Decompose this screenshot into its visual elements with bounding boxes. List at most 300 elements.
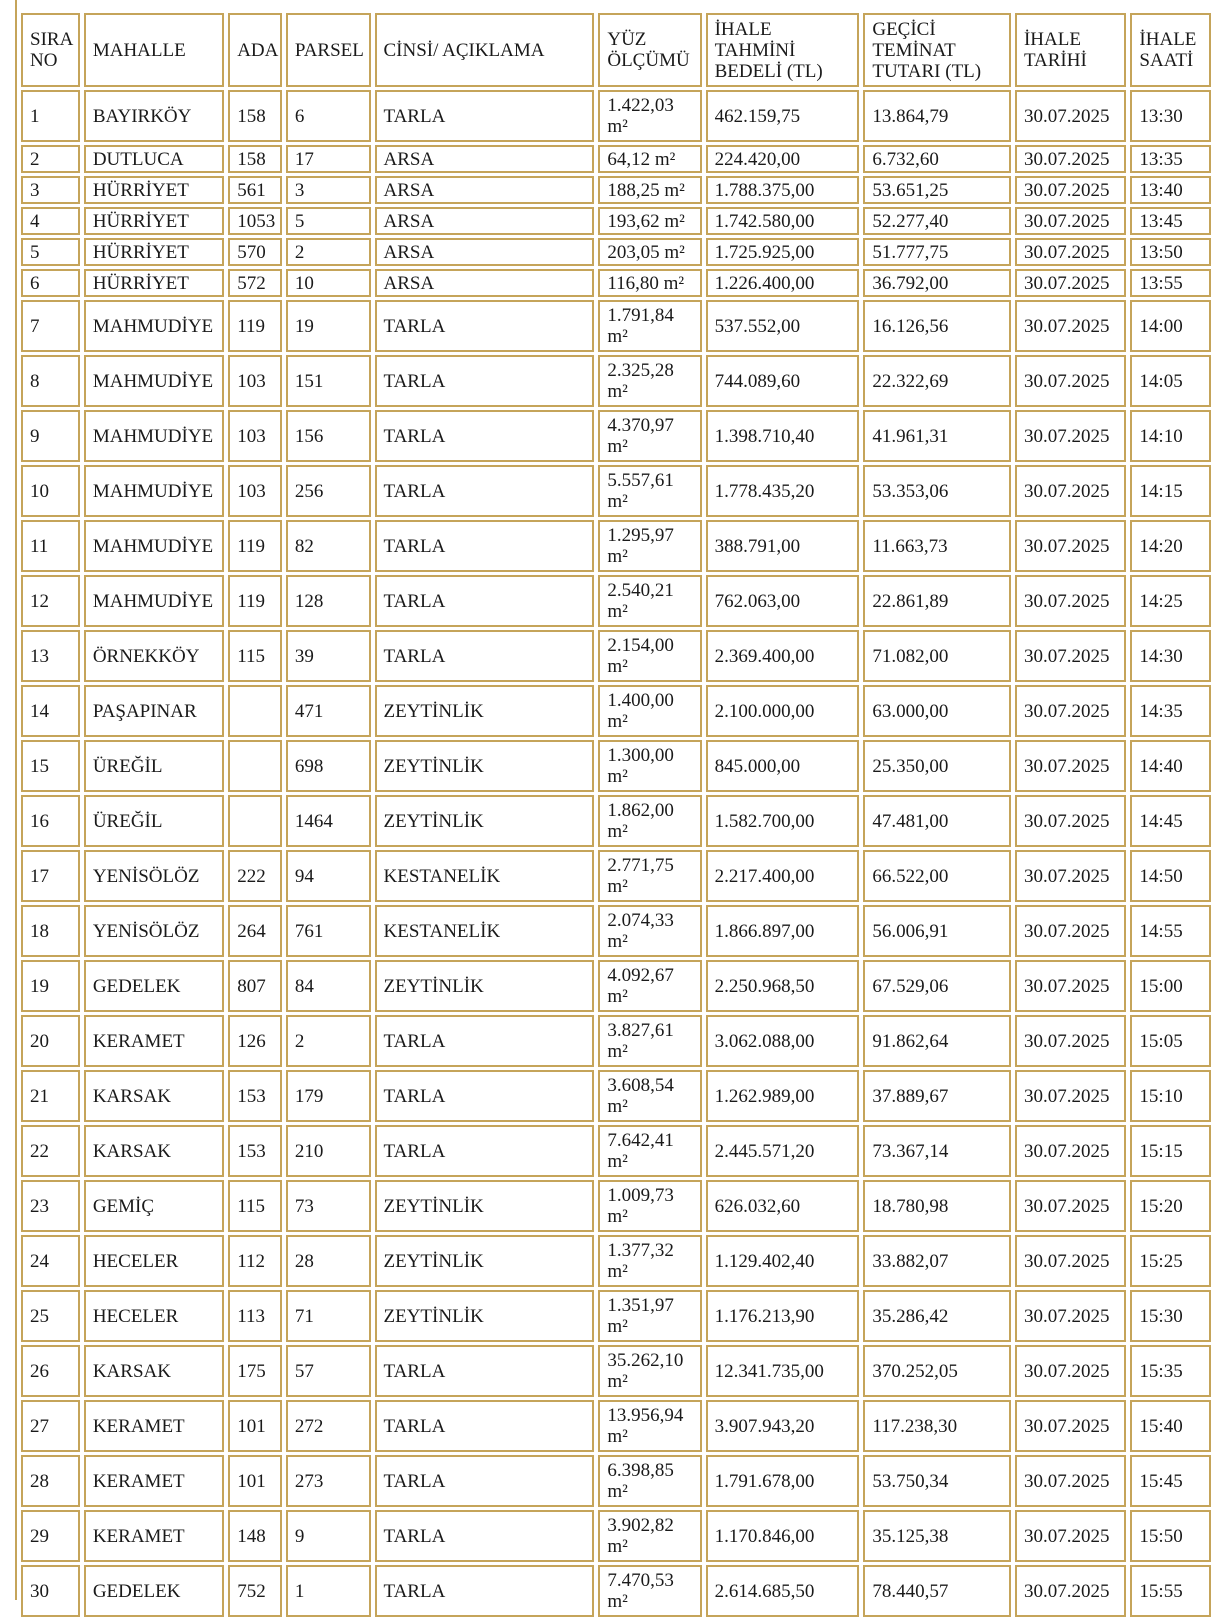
cell-parsel: 94 [286,850,371,902]
cell-tahmini-bedel: 1.170.846,00 [706,1510,860,1562]
cell-cinsi: TARLA [375,410,595,462]
cell-yuz-olcumu: 203,05 m² [598,238,701,266]
cell-gecici-teminat: 41.961,31 [863,410,1011,462]
cell-parsel: 73 [286,1180,371,1232]
cell-sira-no: 17 [21,850,80,902]
cell-yuz-olcumu: 35.262,10 m² [598,1345,701,1397]
cell-mahalle: ÖRNEKKÖY [84,630,224,682]
cell-parsel: 5 [286,207,371,235]
cell-mahalle: YENİSÖLÖZ [84,850,224,902]
cell-ihale-saati: 13:35 [1130,145,1211,173]
cell-cinsi: TARLA [375,1400,595,1452]
cell-parsel: 28 [286,1235,371,1287]
cell-ada: 119 [228,575,282,627]
cell-yuz-olcumu: 64,12 m² [598,145,701,173]
cell-ihale-tarihi: 30.07.2025 [1015,1510,1126,1562]
cell-mahalle: MAHMUDİYE [84,410,224,462]
cell-ihale-tarihi: 30.07.2025 [1015,1455,1126,1507]
table-row [21,269,1211,297]
cell-ihale-saati: 14:55 [1130,905,1211,957]
cell-ihale-saati: 14:45 [1130,795,1211,847]
cell-ihale-saati: 14:35 [1130,685,1211,737]
cell-ihale-tarihi: 30.07.2025 [1015,795,1126,847]
cell-yuz-olcumu: 1.862,00 m² [598,795,701,847]
cell-tahmini-bedel: 1.129.402,40 [706,1235,860,1287]
cell-gecici-teminat: 18.780,98 [863,1180,1011,1232]
cell-ihale-saati: 15:40 [1130,1400,1211,1452]
cell-cinsi: TARLA [375,1510,595,1562]
cell-sira-no: 4 [21,207,80,235]
cell-sira-no: 22 [21,1125,80,1177]
cell-yuz-olcumu: 1.300,00 m² [598,740,701,792]
header-mahalle: MAHALLE [84,13,224,87]
cell-ihale-saati: 15:35 [1130,1345,1211,1397]
cell-gecici-teminat: 25.350,00 [863,740,1011,792]
cell-ihale-tarihi: 30.07.2025 [1015,1345,1126,1397]
cell-ada [228,685,282,737]
cell-gecici-teminat: 67.529,06 [863,960,1011,1012]
cell-ihale-tarihi: 30.07.2025 [1015,238,1126,266]
cell-ihale-tarihi: 30.07.2025 [1015,575,1126,627]
cell-yuz-olcumu: 13.956,94 m² [598,1400,701,1452]
header-parsel: PARSEL [286,13,371,87]
cell-parsel: 210 [286,1125,371,1177]
cell-sira-no: 1 [21,90,80,142]
cell-cinsi: TARLA [375,90,595,142]
cell-mahalle: GEDELEK [84,1565,224,1617]
cell-cinsi: ZEYTİNLİK [375,960,595,1012]
cell-cinsi: ZEYTİNLİK [375,685,595,737]
cell-ada: 119 [228,520,282,572]
cell-yuz-olcumu: 1.009,73 m² [598,1180,701,1232]
cell-ada: 1053 [228,207,282,235]
cell-sira-no: 11 [21,520,80,572]
cell-ihale-tarihi: 30.07.2025 [1015,1180,1126,1232]
cell-sira-no: 25 [21,1290,80,1342]
cell-sira-no: 12 [21,575,80,627]
table-row [21,520,1211,572]
cell-tahmini-bedel: 1.791.678,00 [706,1455,860,1507]
cell-gecici-teminat: 35.125,38 [863,1510,1011,1562]
cell-mahalle: MAHMUDİYE [84,355,224,407]
cell-yuz-olcumu: 1.295,97 m² [598,520,701,572]
cell-tahmini-bedel: 462.159,75 [706,90,860,142]
cell-yuz-olcumu: 7.470,53 m² [598,1565,701,1617]
table-row [21,300,1211,352]
cell-ihale-tarihi: 30.07.2025 [1015,1070,1126,1122]
cell-ada: 103 [228,355,282,407]
cell-cinsi: ARSA [375,145,595,173]
cell-gecici-teminat: 37.889,67 [863,1070,1011,1122]
cell-parsel: 1464 [286,795,371,847]
cell-ihale-saati: 14:30 [1130,630,1211,682]
cell-sira-no: 26 [21,1345,80,1397]
cell-sira-no: 8 [21,355,80,407]
cell-gecici-teminat: 370.252,05 [863,1345,1011,1397]
cell-ihale-saati: 15:45 [1130,1455,1211,1507]
cell-tahmini-bedel: 1.262.989,00 [706,1070,860,1122]
cell-ihale-tarihi: 30.07.2025 [1015,685,1126,737]
cell-cinsi: TARLA [375,520,595,572]
cell-parsel: 156 [286,410,371,462]
cell-ihale-tarihi: 30.07.2025 [1015,90,1126,142]
table-row [21,238,1211,266]
cell-sira-no: 7 [21,300,80,352]
cell-ada: 572 [228,269,282,297]
cell-mahalle: MAHMUDİYE [84,520,224,572]
cell-mahalle: BAYIRKÖY [84,90,224,142]
cell-ihale-tarihi: 30.07.2025 [1015,145,1126,173]
cell-yuz-olcumu: 2.540,21 m² [598,575,701,627]
cell-cinsi: TARLA [375,1565,595,1617]
cell-ada: 807 [228,960,282,1012]
auction-table [17,10,1215,1620]
cell-ada: 561 [228,176,282,204]
cell-parsel: 9 [286,1510,371,1562]
table-row [21,795,1211,847]
cell-ada: 101 [228,1400,282,1452]
cell-ada: 113 [228,1290,282,1342]
cell-yuz-olcumu: 193,62 m² [598,207,701,235]
cell-ihale-saati: 14:00 [1130,300,1211,352]
cell-tahmini-bedel: 3.907.943,20 [706,1400,860,1452]
cell-tahmini-bedel: 626.032,60 [706,1180,860,1232]
cell-ihale-saati: 14:15 [1130,465,1211,517]
cell-yuz-olcumu: 1.791,84 m² [598,300,701,352]
cell-ihale-saati: 15:15 [1130,1125,1211,1177]
header-ihale-saati: İHALE SAATİ [1130,13,1211,87]
cell-cinsi: ZEYTİNLİK [375,795,595,847]
cell-parsel: 256 [286,465,371,517]
cell-gecici-teminat: 33.882,07 [863,1235,1011,1287]
cell-yuz-olcumu: 2.074,33 m² [598,905,701,957]
cell-ada: 264 [228,905,282,957]
cell-ihale-saati: 14:10 [1130,410,1211,462]
table-row [21,207,1211,235]
cell-parsel: 471 [286,685,371,737]
cell-mahalle: MAHMUDİYE [84,300,224,352]
table-row [21,740,1211,792]
cell-gecici-teminat: 66.522,00 [863,850,1011,902]
cell-sira-no: 2 [21,145,80,173]
header-yuz-olcumu: YÜZ ÖLÇÜMÜ [598,13,701,87]
cell-sira-no: 16 [21,795,80,847]
cell-ihale-tarihi: 30.07.2025 [1015,1125,1126,1177]
table-row [21,1455,1211,1507]
cell-ihale-tarihi: 30.07.2025 [1015,1235,1126,1287]
cell-mahalle: KARSAK [84,1345,224,1397]
cell-tahmini-bedel: 12.341.735,00 [706,1345,860,1397]
cell-ada: 119 [228,300,282,352]
cell-ihale-saati: 15:05 [1130,1015,1211,1067]
cell-parsel: 151 [286,355,371,407]
cell-ada: 101 [228,1455,282,1507]
cell-ihale-tarihi: 30.07.2025 [1015,1400,1126,1452]
cell-mahalle: ÜREĞİL [84,740,224,792]
cell-sira-no: 14 [21,685,80,737]
cell-parsel: 84 [286,960,371,1012]
table-row [21,685,1211,737]
cell-tahmini-bedel: 1.582.700,00 [706,795,860,847]
cell-ada: 153 [228,1125,282,1177]
table-row [21,1125,1211,1177]
cell-cinsi: TARLA [375,1345,595,1397]
cell-cinsi: ARSA [375,269,595,297]
cell-cinsi: ARSA [375,238,595,266]
cell-tahmini-bedel: 388.791,00 [706,520,860,572]
cell-cinsi: TARLA [375,465,595,517]
cell-parsel: 1 [286,1565,371,1617]
cell-mahalle: HÜRRİYET [84,207,224,235]
cell-mahalle: KERAMET [84,1455,224,1507]
cell-cinsi: TARLA [375,1015,595,1067]
cell-gecici-teminat: 78.440,57 [863,1565,1011,1617]
cell-mahalle: DUTLUCA [84,145,224,173]
cell-cinsi: TARLA [375,300,595,352]
header-row [21,13,1211,87]
cell-tahmini-bedel: 2.250.968,50 [706,960,860,1012]
cell-tahmini-bedel: 537.552,00 [706,300,860,352]
cell-tahmini-bedel: 1.778.435,20 [706,465,860,517]
cell-cinsi: ARSA [375,176,595,204]
cell-ihale-saati: 13:30 [1130,90,1211,142]
cell-ihale-saati: 15:55 [1130,1565,1211,1617]
cell-gecici-teminat: 22.861,89 [863,575,1011,627]
cell-ihale-saati: 13:55 [1130,269,1211,297]
cell-sira-no: 5 [21,238,80,266]
cell-ihale-tarihi: 30.07.2025 [1015,465,1126,517]
cell-ihale-tarihi: 30.07.2025 [1015,960,1126,1012]
cell-ihale-saati: 13:45 [1130,207,1211,235]
cell-gecici-teminat: 53.750,34 [863,1455,1011,1507]
cell-mahalle: HÜRRİYET [84,269,224,297]
cell-parsel: 6 [286,90,371,142]
cell-sira-no: 13 [21,630,80,682]
cell-ada: 752 [228,1565,282,1617]
cell-cinsi: ZEYTİNLİK [375,1235,595,1287]
cell-gecici-teminat: 117.238,30 [863,1400,1011,1452]
cell-gecici-teminat: 56.006,91 [863,905,1011,957]
cell-mahalle: GEDELEK [84,960,224,1012]
cell-ihale-saati: 14:50 [1130,850,1211,902]
cell-cinsi: ZEYTİNLİK [375,740,595,792]
table-row [21,355,1211,407]
cell-yuz-olcumu: 2.771,75 m² [598,850,701,902]
cell-cinsi: TARLA [375,1125,595,1177]
cell-ihale-saati: 14:20 [1130,520,1211,572]
cell-yuz-olcumu: 5.557,61 m² [598,465,701,517]
cell-cinsi: KESTANELİK [375,850,595,902]
cell-ihale-tarihi: 30.07.2025 [1015,410,1126,462]
cell-tahmini-bedel: 1.725.925,00 [706,238,860,266]
cell-ihale-saati: 15:10 [1130,1070,1211,1122]
cell-yuz-olcumu: 2.325,28 m² [598,355,701,407]
header-cinsi: CİNSİ/ AÇIKLAMA [375,13,595,87]
cell-mahalle: KERAMET [84,1015,224,1067]
cell-ihale-tarihi: 30.07.2025 [1015,1290,1126,1342]
cell-mahalle: HÜRRİYET [84,176,224,204]
table-row [21,1290,1211,1342]
cell-ihale-saati: 13:50 [1130,238,1211,266]
table-row [21,410,1211,462]
cell-gecici-teminat: 53.651,25 [863,176,1011,204]
cell-tahmini-bedel: 2.217.400,00 [706,850,860,902]
table-row [21,575,1211,627]
cell-parsel: 17 [286,145,371,173]
table-row [21,1015,1211,1067]
cell-mahalle: KERAMET [84,1400,224,1452]
cell-parsel: 273 [286,1455,371,1507]
cell-mahalle: KARSAK [84,1125,224,1177]
cell-yuz-olcumu: 1.377,32 m² [598,1235,701,1287]
cell-mahalle: MAHMUDİYE [84,465,224,517]
header-ihale-tarihi: İHALE TARİHİ [1015,13,1126,87]
cell-sira-no: 23 [21,1180,80,1232]
cell-ada: 222 [228,850,282,902]
cell-ada: 570 [228,238,282,266]
cell-parsel: 82 [286,520,371,572]
cell-mahalle: YENİSÖLÖZ [84,905,224,957]
cell-sira-no: 10 [21,465,80,517]
cell-tahmini-bedel: 3.062.088,00 [706,1015,860,1067]
cell-parsel: 19 [286,300,371,352]
cell-cinsi: TARLA [375,1455,595,1507]
cell-parsel: 10 [286,269,371,297]
cell-ada: 158 [228,145,282,173]
cell-mahalle: ÜREĞİL [84,795,224,847]
cell-parsel: 761 [286,905,371,957]
cell-tahmini-bedel: 2.100.000,00 [706,685,860,737]
table-row [21,145,1211,173]
table-row [21,1510,1211,1562]
cell-ihale-saati: 13:40 [1130,176,1211,204]
cell-yuz-olcumu: 3.827,61 m² [598,1015,701,1067]
cell-ada: 115 [228,1180,282,1232]
table-row [21,1345,1211,1397]
header-tahmini-bedel: İHALE TAHMİNİ BEDELİ (TL) [706,13,860,87]
cell-ihale-tarihi: 30.07.2025 [1015,269,1126,297]
cell-ada: 126 [228,1015,282,1067]
cell-ada: 115 [228,630,282,682]
header-ada: ADA [228,13,282,87]
cell-yuz-olcumu: 3.608,54 m² [598,1070,701,1122]
cell-ihale-saati: 14:05 [1130,355,1211,407]
cell-tahmini-bedel: 1.742.580,00 [706,207,860,235]
cell-gecici-teminat: 6.732,60 [863,145,1011,173]
cell-parsel: 179 [286,1070,371,1122]
header-sira-no: SIRA NO [21,13,80,87]
cell-gecici-teminat: 35.286,42 [863,1290,1011,1342]
cell-sira-no: 18 [21,905,80,957]
table-row [21,90,1211,142]
cell-sira-no: 19 [21,960,80,1012]
cell-tahmini-bedel: 1.176.213,90 [706,1290,860,1342]
cell-parsel: 272 [286,1400,371,1452]
cell-sira-no: 24 [21,1235,80,1287]
cell-tahmini-bedel: 762.063,00 [706,575,860,627]
cell-parsel: 2 [286,238,371,266]
table-body [21,90,1211,1617]
cell-parsel: 2 [286,1015,371,1067]
cell-cinsi: TARLA [375,575,595,627]
cell-mahalle: GEMİÇ [84,1180,224,1232]
cell-sira-no: 3 [21,176,80,204]
cell-mahalle: MAHMUDİYE [84,575,224,627]
cell-gecici-teminat: 13.864,79 [863,90,1011,142]
cell-ihale-tarihi: 30.07.2025 [1015,207,1126,235]
cell-sira-no: 27 [21,1400,80,1452]
table-row [21,905,1211,957]
cell-mahalle: HECELER [84,1235,224,1287]
cell-gecici-teminat: 36.792,00 [863,269,1011,297]
cell-parsel: 39 [286,630,371,682]
cell-mahalle: PAŞAPINAR [84,685,224,737]
cell-parsel: 128 [286,575,371,627]
cell-ihale-tarihi: 30.07.2025 [1015,355,1126,407]
cell-tahmini-bedel: 744.089,60 [706,355,860,407]
cell-yuz-olcumu: 188,25 m² [598,176,701,204]
cell-ihale-saati: 15:25 [1130,1235,1211,1287]
cell-cinsi: TARLA [375,630,595,682]
cell-tahmini-bedel: 224.420,00 [706,145,860,173]
cell-ihale-tarihi: 30.07.2025 [1015,1015,1126,1067]
table-row [21,630,1211,682]
cell-ihale-saati: 15:00 [1130,960,1211,1012]
cell-sira-no: 15 [21,740,80,792]
cell-parsel: 698 [286,740,371,792]
cell-ihale-saati: 14:25 [1130,575,1211,627]
cell-sira-no: 21 [21,1070,80,1122]
cell-sira-no: 28 [21,1455,80,1507]
cell-gecici-teminat: 51.777,75 [863,238,1011,266]
cell-tahmini-bedel: 1.866.897,00 [706,905,860,957]
cell-parsel: 3 [286,176,371,204]
cell-tahmini-bedel: 845.000,00 [706,740,860,792]
cell-tahmini-bedel: 1.398.710,40 [706,410,860,462]
cell-yuz-olcumu: 1.351,97 m² [598,1290,701,1342]
cell-mahalle: KARSAK [84,1070,224,1122]
cell-gecici-teminat: 11.663,73 [863,520,1011,572]
cell-yuz-olcumu: 4.092,67 m² [598,960,701,1012]
cell-gecici-teminat: 63.000,00 [863,685,1011,737]
cell-sira-no: 20 [21,1015,80,1067]
cell-ihale-saati: 14:40 [1130,740,1211,792]
cell-ihale-saati: 15:20 [1130,1180,1211,1232]
cell-ihale-tarihi: 30.07.2025 [1015,905,1126,957]
cell-yuz-olcumu: 1.422,03 m² [598,90,701,142]
table-row [21,465,1211,517]
cell-sira-no: 30 [21,1565,80,1617]
cell-yuz-olcumu: 6.398,85 m² [598,1455,701,1507]
table-row [21,850,1211,902]
cell-ada: 148 [228,1510,282,1562]
cell-ada: 158 [228,90,282,142]
table-row [21,1400,1211,1452]
cell-ihale-tarihi: 30.07.2025 [1015,740,1126,792]
table-row [21,960,1211,1012]
cell-ihale-saati: 15:30 [1130,1290,1211,1342]
cell-cinsi: KESTANELİK [375,905,595,957]
cell-yuz-olcumu: 4.370,97 m² [598,410,701,462]
cell-cinsi: ARSA [375,207,595,235]
cell-ihale-tarihi: 30.07.2025 [1015,520,1126,572]
cell-mahalle: HECELER [84,1290,224,1342]
cell-cinsi: ZEYTİNLİK [375,1180,595,1232]
cell-parsel: 71 [286,1290,371,1342]
header-gecici-teminat: GEÇİCİ TEMİNAT TUTARI (TL) [863,13,1011,87]
cell-parsel: 57 [286,1345,371,1397]
cell-gecici-teminat: 16.126,56 [863,300,1011,352]
